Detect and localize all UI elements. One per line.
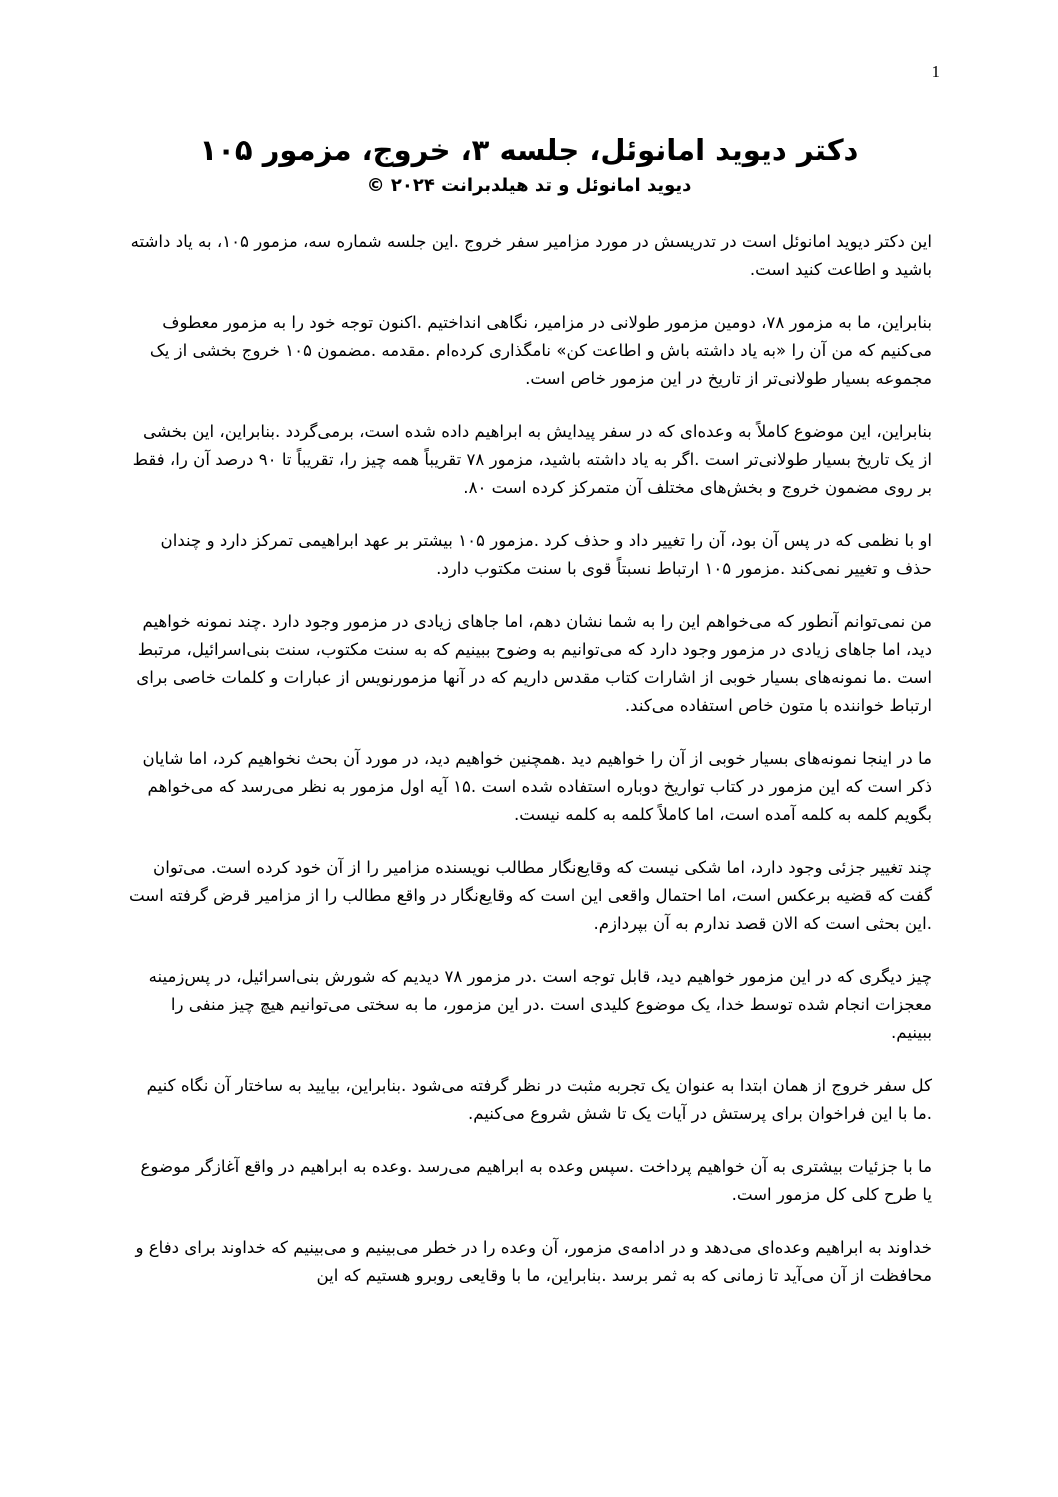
paragraph: او با نظمی که در پس آن بود، آن را تغییر داد و حذف کرد .مزمور ۱۰۵ بیشتر بر عهد ابراهیمی تمرکز دارد و چندان حذف و تغییر نمی‌کند .مزمور ۱۰۵ ارتباط نسبتاً قوی با سنت مکتوب دارد. bbox=[160, 531, 932, 578]
document-header bbox=[120, 128, 938, 200]
paragraph: ما در اینجا نمونه‌های بسیار خوبی از آن را خواهیم دید .همچنین خواهیم دید، در مورد آن بحث نخواهیم کرد، اما شایان ذکر است که این مزمور در کتاب تواریخ دوباره استفاده شده است .۱۵ آیه اول مزمور به نظر می‌رسد که می‌خواهم بگویم کلمه به کلمه آمده است، اما کاملاً کلمه به کلمه نیست. bbox=[142, 749, 932, 824]
paragraph: من نمی‌توانم آنطور که می‌خواهم این را به شما نشان دهم، اما جاهای زیادی در مزمور وجود دارد .چند نمونه خواهیم دید، اما جاهای زیادی در مزمور وجود دارد که می‌توانیم به وضوح ببینیم که به سنت مکتوب، سنت بنی‌اسرائیل، مرتبط است .ما نمونه‌های بسیار خوبی از اشارات کتاب مقدس داریم که در آنها مزمورنویس از عبارات و کلمات خاصی برای ارتباط خواننده با متون خاص استفاده می‌کند. bbox=[136, 612, 932, 715]
paragraph: ما با جزئیات بیشتری به آن خواهیم پرداخت .سپس وعده به ابراهیم می‌رسد .وعده به ابراهیم در واقع آغازگر موضوع یا طرح کلی کل مزمور است. bbox=[140, 1157, 932, 1204]
document-title: دکتر دیوید امانوئل، جلسه ۳، خروج، مزمور ۱۰۵ bbox=[199, 133, 859, 167]
paragraph: بنابراین، این موضوع کاملاً به وعده‌ای که در سفر پیدایش به ابراهیم داده شده است، برمی‌گردد .بنابراین، این بخشی از یک تاریخ بسیار طولانی‌تر است .اگر به یاد داشته باشید، مزمور ۷۸ تقریباً همه چیز را، تقریباً تا ۹۰ درصد آن را، فقط بر روی مضمون خروج و بخش‌های مختلف آن متمرکز کرده است ۸۰. bbox=[132, 422, 932, 497]
paragraph: بنابراین، ما به مزمور ۷۸، دومین مزمور طولانی در مزامیر، نگاهی انداختیم .اکنون توجه خود را به مزمور معطوف می‌کنیم که من آن را «به یاد داشته باش و اطاعت کن» نامگذاری کرده‌ام .مقدمه .مضمون ۱۰۵ خروج بخشی از یک مجموعه بسیار طولانی‌تر از تاریخ در این مزمور خاص است. bbox=[149, 313, 932, 388]
document-subtitle: دیوید امانوئل و تد هیلدبرانت ۲۰۲۴ © bbox=[366, 175, 692, 196]
paragraph: کل سفر خروج از همان ابتدا به عنوان یک تجربه مثبت در نظر گرفته می‌شود .بنابراین، بیایید به ساختار آن نگاه کنیم .ما با این فراخوان برای پرستش در آیات یک تا شش شروع می‌کنیم. bbox=[146, 1076, 932, 1123]
paragraph: چند تغییر جزئی وجود دارد، اما شکی نیست که وقایع‌نگار مطالب نویسنده مزامیر را از آن خود کرده است. می‌توان گفت که قضیه برعکس است، اما احتمال واقعی این است که وقایع‌نگار در واقع مطالب را از مزامیر قرض گرفته است .این بحثی است که الان قصد ندارم به آن بپردازم. bbox=[128, 858, 932, 933]
paragraph: خداوند به ابراهیم وعده‌ای می‌دهد و در ادامه‌ی مزمور، آن وعده را در خطر می‌بینیم و می‌بینیم که خداوند برای دفاع و محافظت از آن می‌آید تا زمانی که به ثمر برسد .بنابراین، ما با وقایعی روبرو هستیم که این bbox=[135, 1238, 932, 1285]
paragraph: چیز دیگری که در این مزمور خواهیم دید، قابل توجه است .در مزمور ۷۸ دیدیم که شورش بنی‌اسرائیل، در پس‌زمینه معجزات انجام شده توسط خدا، یک موضوع کلیدی است .در این مزمور، ما به سختی می‌توانیم هیچ چیز منفی را ببینیم. bbox=[148, 967, 932, 1042]
document-body bbox=[128, 228, 932, 1315]
page-number: 1 bbox=[931, 62, 940, 81]
paragraph: این دکتر دیوید امانوئل است در تدریسش در مورد مزامیر سفر خروج .این جلسه شماره سه، مزمور ۱۰۵، به یاد داشته باشید و اطاعت کنید است. bbox=[130, 232, 932, 279]
